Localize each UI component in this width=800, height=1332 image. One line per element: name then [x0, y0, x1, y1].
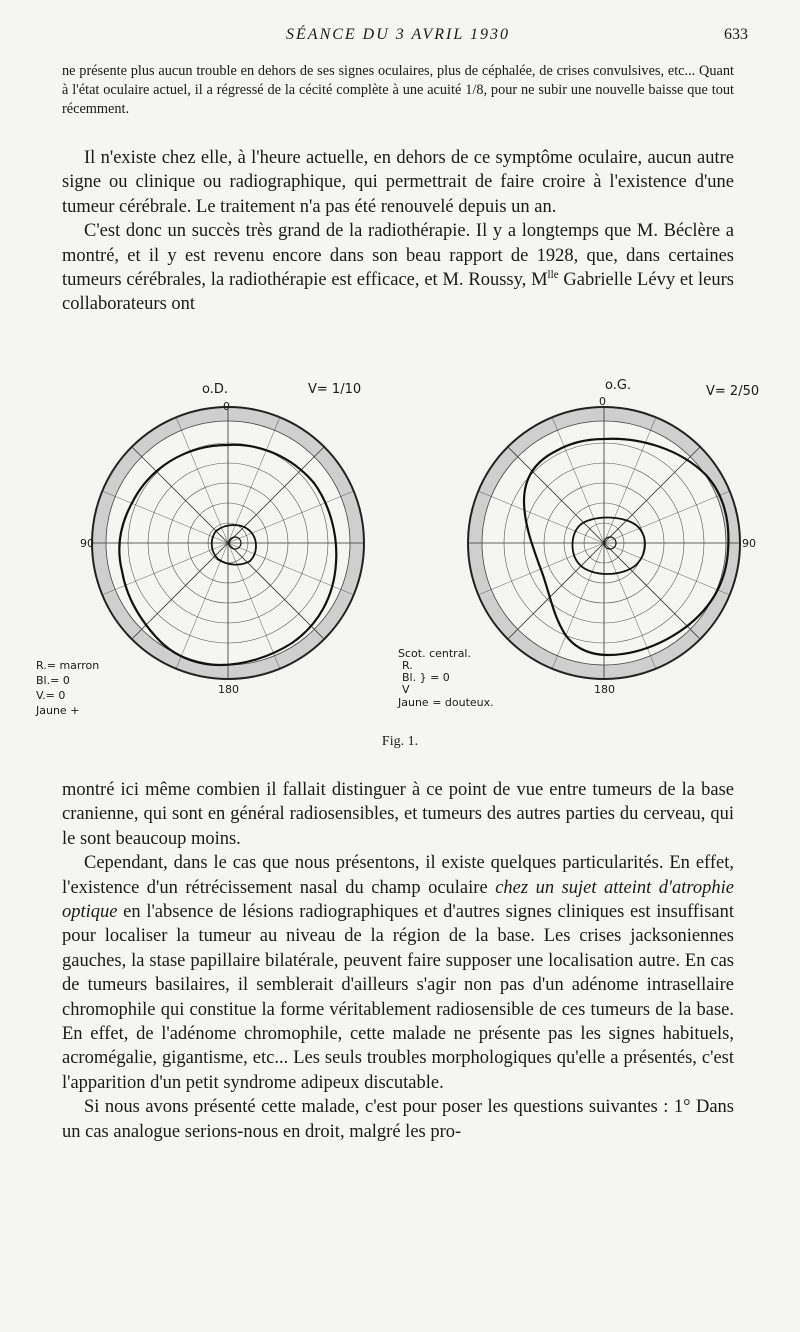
legend-left-line-2: Bl.= 0	[36, 674, 70, 687]
paragraph-1: Il n'existe chez elle, à l'heure actuelle, en dehors de ce symptôme oculaire, aucun autre signe ou clinique ou radiographique, qui permettrait de faire croire à l'existence d'une tumeur cérébrale. Le traitement n'a pas été renouvelé depuis un an.	[62, 148, 734, 217]
right-acuity-label: V= 2/50	[706, 384, 760, 399]
legend-left-line-3: V.= 0	[36, 689, 66, 702]
paragraph-4	[62, 851, 734, 1095]
left-field-chart	[80, 382, 364, 696]
legend-right-line-2: R.	[402, 659, 413, 672]
left-bottom-mark: 180	[218, 683, 239, 696]
legend-left-line-1: R.= marron	[36, 659, 100, 672]
right-eye-label: o.G.	[605, 378, 632, 393]
left-legend	[35, 659, 99, 717]
paragraph-4-start: Cependant, dans le cas que nous présentons, il existe quelques particularités. En effet, l'existence d'un rétrécissement nasal du champ oculaire	[62, 853, 734, 898]
paragraph-2-text: C'est donc un succès très grand de la radiothérapie. Il y a longtemps que M. Béclère a montré, et il y est revenu encore dans son beau rapport de 1928, que, dans certaines tumeurs cérébrales, la radiothérapie est efficace, et M. Roussy, M	[62, 221, 734, 291]
intro-paragraph	[62, 62, 734, 118]
left-top-mark: 0	[223, 400, 230, 413]
paragraph-2-tail: Gabrielle Lévy et leurs collaborateurs ont	[62, 270, 734, 315]
left-acuity-label: V= 1/10	[308, 382, 362, 397]
left-meridians	[92, 407, 364, 679]
right-bottom-mark: 180	[594, 683, 615, 696]
intro-text: ne présente plus aucun trouble en dehors de ses signes oculaires, plus de céphalée, de crises convulsives, etc... Quant à l'état oculaire actuel, il a régressé de la cécité complète à une acuité 1/8, pour ne subir une nouvelle baisse que tout récemment.	[62, 63, 734, 117]
paragraph-4-italic: chez un sujet atteint d'atrophie optique	[62, 877, 735, 923]
right-top-mark: 0	[599, 395, 606, 408]
right-legend	[397, 647, 494, 709]
figure-caption: Fig. 1.	[381, 734, 419, 749]
left-eye-label: o.D.	[202, 382, 228, 397]
page-number: 633	[724, 26, 748, 43]
right-field-chart	[468, 378, 759, 696]
visual-field-figure	[30, 375, 770, 720]
legend-right-line-1: Scot. central.	[398, 647, 471, 660]
left-side-mark: 90	[80, 537, 94, 550]
paragraph-4-rest: en l'absence de lésions radiographiques et d'autres signes cliniques est insuffisant pour localiser la tumeur au niveau de la région de la base. Les crises jacksoniennes gauches, la stase papillaire bilatérale, peuvent faire supposer une localisation autre. En cas de tumeurs basilaires, il semblerait d'ailleurs s'agir non pas d'un adénome intrasellaire chromophile qui constitue la forme véritablement radiosensible de ces tumeurs de la base. En effet, de l'adénome chromophile, cette malade ne présente pas les signes habituels, acromégalie, gigantisme, etc... Les seuls troubles morphologiques qu'elle a présentés, c'est l'apparition d'un petit syndrome adipeux discutable.	[62, 902, 734, 1093]
legend-right-line-3: Bl. } = 0	[402, 671, 450, 684]
bottom-text-block	[62, 778, 734, 1144]
mlle-superscript: lle	[547, 268, 559, 281]
running-head	[60, 26, 748, 48]
perimetry-charts	[30, 375, 770, 720]
paragraph-5: Si nous avons présenté cette malade, c'est pour poser les questions suivantes : 1° Dans un cas analogue serions-nous en droit, malgré les pro-	[62, 1097, 734, 1142]
legend-right-line-5: Jaune = douteux.	[398, 696, 494, 709]
paragraph-3: montré ici même combien il fallait distinguer à ce point de vue entre tumeurs de la base cranienne, qui sont en général radiosensibles, et tumeurs des autres parties du cerveau, qui le sont beaucoup moins.	[62, 780, 734, 849]
legend-right-line-4: V	[402, 683, 410, 696]
right-side-mark: 90	[742, 537, 756, 550]
running-head-title: SÉANCE DU 3 AVRIL 1930	[286, 26, 510, 43]
paragraph-2	[62, 219, 734, 317]
top-text-block	[62, 146, 734, 317]
legend-left-line-4: Jaune +	[36, 704, 80, 717]
